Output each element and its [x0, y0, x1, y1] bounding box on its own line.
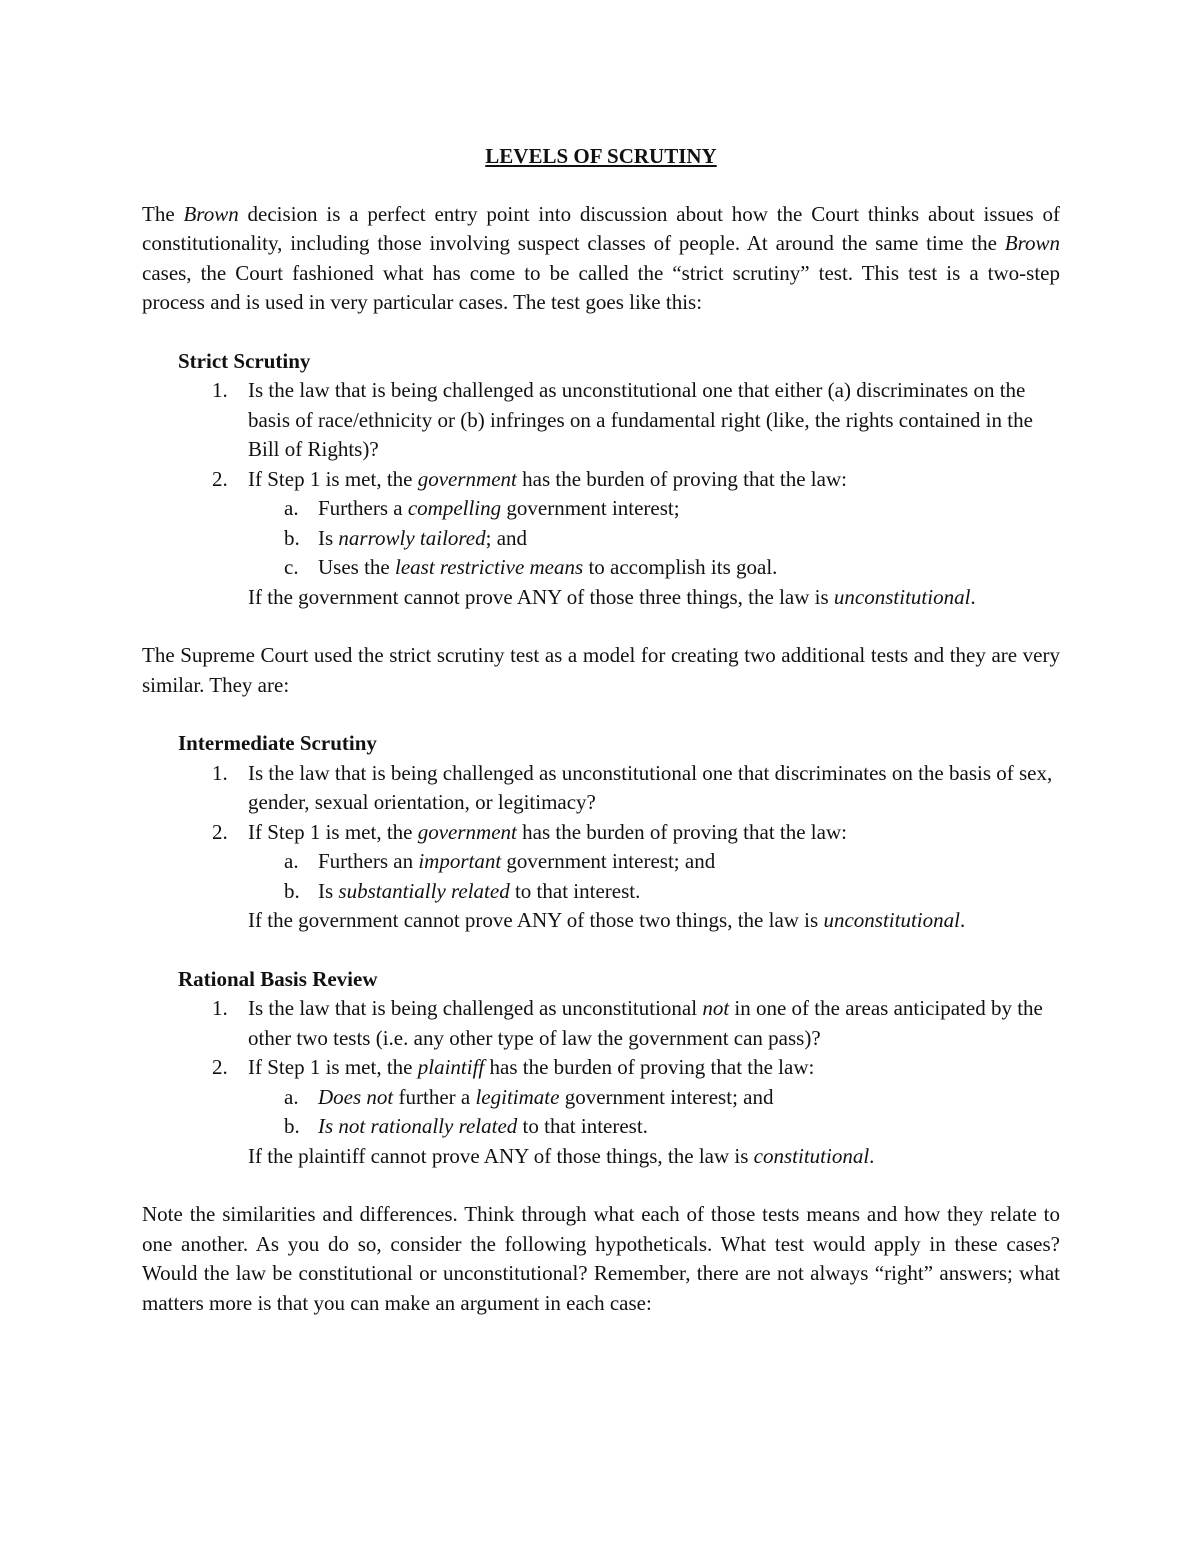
step-emphasis: not	[702, 996, 730, 1020]
step-number: 2.	[212, 819, 228, 844]
closing-paragraph: Note the similarities and differences. Think through what each of those tests means and how they relate to one another. As you do so, consider the following hypotheticals. What test would apply in these cases? Would the law be constitutional or unconstitutional? Remember, there are not always “right” answers; what matters more is that you can make an argument in each case:	[142, 1202, 1060, 1315]
intro-brown-1: Brown	[183, 201, 239, 226]
conclusion-emphasis: constitutional	[753, 1143, 870, 1168]
sub-emphasis: substantially related	[338, 878, 510, 903]
sub-letter: a.	[284, 496, 299, 520]
rational-basis-section	[142, 965, 1060, 1172]
sub-letter: b.	[284, 525, 300, 550]
sub-text: to that interest.	[509, 878, 641, 903]
sub-text: government interest; and	[501, 849, 716, 873]
strict-scrutiny-heading: Strict Scrutiny	[178, 348, 311, 373]
sub-text: Uses the	[318, 555, 395, 579]
strict-sub-c	[142, 553, 1060, 583]
intermediate-step-2	[142, 818, 1060, 848]
step-emphasis: plaintiff	[417, 1055, 485, 1079]
bridge-paragraph: The Supreme Court used the strict scrutiny test as a model for creating two additional tests and they are very similar. They are:	[142, 643, 1060, 697]
sub-emphasis: least restrictive means	[395, 555, 584, 579]
conclusion-text: If the government cannot prove ANY of those three things, the law is	[248, 584, 834, 609]
step-number: 2.	[212, 1055, 228, 1079]
sub-letter: c.	[284, 555, 299, 579]
conclusion-text: .	[869, 1143, 875, 1168]
intro-paragraph	[142, 200, 1060, 318]
conclusion-emphasis: unconstitutional	[823, 908, 960, 932]
sub-text: Furthers an	[318, 849, 419, 873]
rational-sub-a	[142, 1083, 1060, 1113]
intermediate-sub-b	[142, 877, 1060, 907]
step-number: 1.	[212, 996, 228, 1020]
step-text: Is the law that is being challenged as unconstitutional one that either (a) discriminates on the basis of race/ethnicity or (b) infringes on a fundamental right (like, the rights contained in the Bill of Rights)?	[248, 378, 1033, 461]
conclusion-text: .	[959, 908, 966, 932]
sub-emphasis: Is not rationally related	[318, 1114, 518, 1138]
sub-emphasis: narrowly tailored	[338, 525, 486, 550]
step-emphasis: government	[417, 466, 517, 491]
step-text: Is the law that is being challenged as unconstitutional	[248, 996, 703, 1020]
strict-conclusion	[142, 583, 1060, 613]
sub-letter: b.	[284, 1114, 300, 1138]
sub-text: Is	[318, 525, 339, 550]
step-text: has the burden of proving that the law:	[516, 819, 847, 844]
intro-brown-2: Brown	[1004, 231, 1060, 255]
sub-text: to that interest.	[517, 1114, 648, 1138]
sub-letter: a.	[284, 1084, 299, 1109]
intro-text-3: cases, the Court fashioned what has come to be called the “strict scrutiny” test. This test is a two-step process and is used in very particular cases. The test goes like this:	[142, 260, 1060, 314]
sub-emphasis: Does not	[318, 1084, 394, 1109]
strict-sub-b	[142, 524, 1060, 554]
rational-basis-heading: Rational Basis Review	[178, 966, 378, 991]
sub-emphasis: important	[418, 849, 502, 873]
step-number: 1.	[212, 760, 228, 785]
sub-text: Furthers a	[318, 496, 408, 520]
strict-sub-a	[142, 494, 1060, 524]
intermediate-step-1	[142, 759, 1060, 818]
rational-step-2	[142, 1053, 1060, 1083]
step-text: in one of the areas anticipated by the other two tests (i.e. any other type of law the government can pass)?	[248, 996, 1043, 1050]
strict-step-2	[142, 465, 1060, 495]
step-text: has the burden of proving that the law:	[484, 1055, 815, 1079]
sub-text: to accomplish its goal.	[583, 555, 778, 579]
conclusion-text: .	[970, 584, 976, 609]
step-number: 2.	[212, 466, 228, 491]
step-text: If Step 1 is met, the	[248, 466, 418, 491]
strict-step-1	[142, 376, 1060, 465]
sub-letter: a.	[284, 849, 299, 873]
intro-text-1: The	[142, 201, 184, 226]
page-title: LEVELS OF SCRUTINY	[485, 144, 717, 168]
step-text: has the burden of proving that the law:	[516, 466, 847, 491]
step-emphasis: government	[417, 819, 517, 844]
intermediate-scrutiny-heading: Intermediate Scrutiny	[178, 731, 377, 755]
sub-text: ; and	[485, 525, 528, 550]
rational-conclusion	[142, 1142, 1060, 1172]
intermediate-sub-a	[142, 847, 1060, 877]
strict-scrutiny-section	[142, 347, 1060, 613]
conclusion-text: If the government cannot prove ANY of those two things, the law is	[248, 908, 824, 932]
intermediate-scrutiny-section	[142, 729, 1060, 936]
sub-text: government interest; and	[559, 1084, 774, 1109]
step-text: Is the law that is being challenged as unconstitutional one that discriminates on the basis of sex, gender, sexual orientation, or legitimacy?	[248, 760, 1053, 814]
intro-text-2: decision is a perfect entry point into discussion about how the Court thinks about issues of constitutionality, including those involving suspect classes of people. At around the same time the	[142, 201, 1060, 255]
document-page	[142, 142, 1060, 1318]
sub-text: further a	[393, 1084, 476, 1109]
step-text: If Step 1 is met, the	[248, 819, 418, 844]
sub-text: Is	[318, 878, 339, 903]
sub-letter: b.	[284, 878, 300, 903]
sub-emphasis: legitimate	[475, 1084, 560, 1109]
conclusion-emphasis: unconstitutional	[833, 584, 971, 609]
conclusion-text: If the plaintiff cannot prove ANY of those things, the law is	[248, 1143, 754, 1168]
intermediate-conclusion	[142, 906, 1060, 936]
sub-text: government interest;	[501, 496, 680, 520]
step-number: 1.	[212, 378, 228, 402]
step-text: If Step 1 is met, the	[248, 1055, 418, 1079]
rational-step-1	[142, 994, 1060, 1053]
rational-sub-b	[142, 1112, 1060, 1142]
sub-emphasis: compelling	[407, 496, 502, 520]
